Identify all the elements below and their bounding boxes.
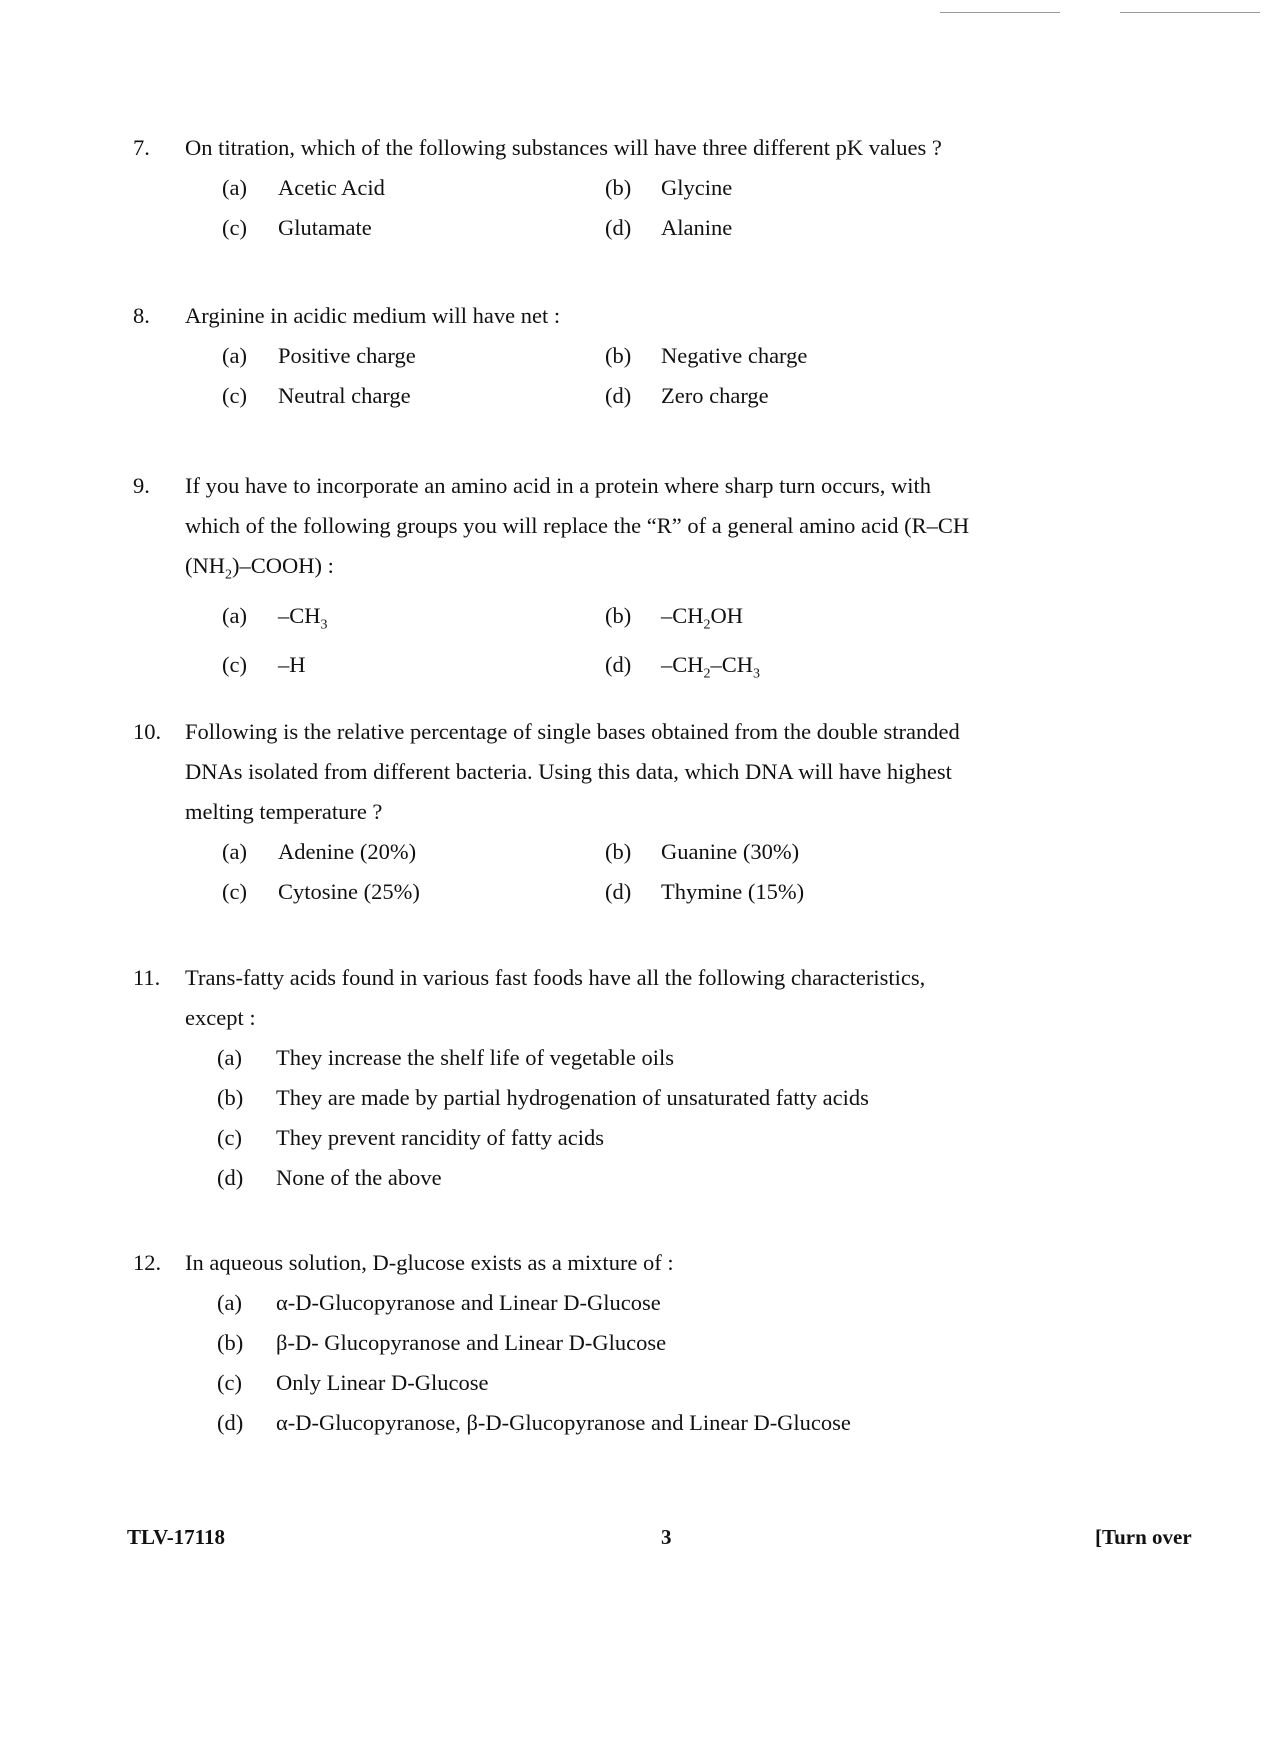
options-list	[217, 1283, 973, 1443]
question-text: Trans-fatty acids found in various fast foods have all the following characteristics, except :	[185, 965, 926, 1030]
option-c: (c) Neutral charge	[222, 383, 411, 408]
question-text: Arginine in acidic medium will have net :	[185, 303, 561, 328]
question-7	[133, 128, 973, 248]
paper-code: TLV-17118	[127, 1525, 226, 1549]
page-number: 3	[661, 1525, 672, 1549]
option-a: (a) $-CH_3$	[222, 602, 328, 632]
options-list	[217, 1038, 973, 1198]
scan-artifact-line	[1120, 12, 1260, 13]
options-grid	[222, 336, 973, 416]
option-b: (b) Glycine	[605, 175, 733, 200]
turn-over-note: [Turn over	[1095, 1525, 1192, 1549]
option-b: (b) $-CH_2OH$	[605, 602, 744, 632]
option-a: (a) They increase the shelf life of vegetable oils	[217, 1045, 674, 1070]
question-12	[133, 1243, 973, 1443]
question-9	[133, 466, 973, 695]
option-d: (d) Thymine (15%)	[605, 879, 805, 904]
option-c: (c) They prevent rancidity of fatty acids	[217, 1125, 604, 1150]
option-a: (a) Acetic Acid	[222, 175, 385, 200]
option-a: (a) Adenine (20%)	[222, 839, 417, 864]
option-b: (b) β-D- Glucopyranose and Linear D-Glucose	[217, 1330, 667, 1355]
options-grid	[222, 168, 973, 248]
question-text: On titration, which of the following substances will have three different pK values ?	[185, 135, 942, 160]
option-d: (d) Alanine	[605, 215, 733, 240]
option-c: (c) Glutamate	[222, 215, 372, 240]
question-11	[133, 958, 973, 1198]
option-d: (d) Zero charge	[605, 383, 769, 408]
question-number: 9.	[133, 473, 150, 498]
option-b: (b) Negative charge	[605, 343, 808, 368]
question-text: If you have to incorporate an amino acid in a protein where sharp turn occurs, with which of the following groups you will replace the “R” of a general amino acid (R–CH $(NH_2)-COOH$) :	[185, 473, 970, 583]
option-d: (d) α-D-Glucopyranose, β-D-Glucopyranose and Linear D-Glucose	[217, 1410, 851, 1435]
option-b: (b) They are made by partial hydrogenation of unsaturated fatty acids	[217, 1085, 869, 1110]
question-number: 7.	[133, 135, 150, 160]
option-d: (d) None of the above	[217, 1165, 442, 1190]
question-number: 12.	[133, 1250, 162, 1275]
question-10	[133, 712, 973, 912]
options-grid	[222, 832, 973, 912]
question-number: 8.	[133, 303, 150, 328]
question-8	[133, 296, 973, 416]
option-a: (a) Positive charge	[222, 343, 416, 368]
question-text: In aqueous solution, D-glucose exists as a mixture of :	[185, 1250, 674, 1275]
question-text: Following is the relative percentage of single bases obtained from the double stranded DNAs isolated from different bacteria. Using this data, which DNA will have highest melting temperature ?	[185, 719, 960, 824]
option-a: (a) α-D-Glucopyranose and Linear D-Glucose	[217, 1290, 661, 1315]
option-d: (d) $-CH_2-CH_3$	[605, 652, 761, 682]
option-c: (c) Only Linear D-Glucose	[217, 1370, 489, 1395]
scan-artifact-line	[940, 12, 1060, 13]
option-b: (b) Guanine (30%)	[605, 839, 800, 864]
question-number: 10.	[133, 719, 162, 744]
options-grid	[222, 596, 973, 695]
question-number: 11.	[133, 965, 161, 990]
option-c: (c) –H	[222, 652, 306, 677]
option-c: (c) Cytosine (25%)	[222, 879, 420, 904]
